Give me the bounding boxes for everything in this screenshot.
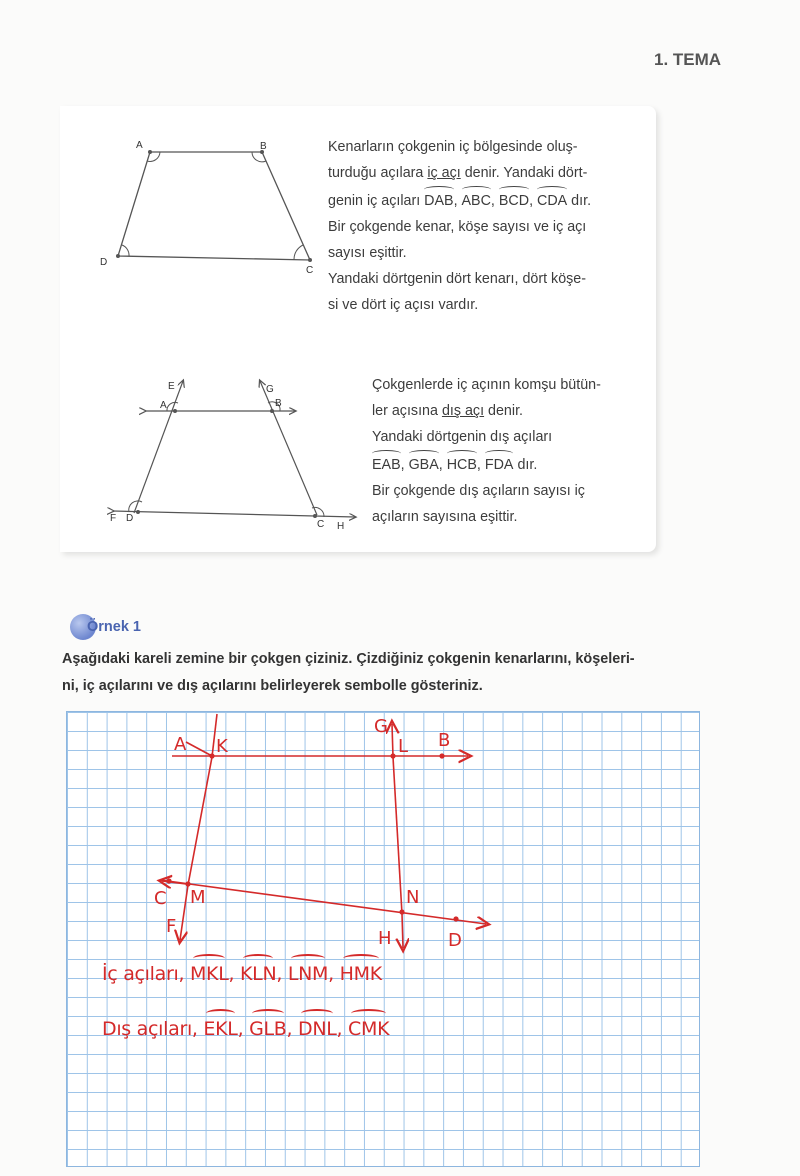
text-line: Yandaki dörtgenin dört kenarı, dört köşe- — [328, 271, 587, 287]
angle-symbol: HCB — [447, 450, 477, 478]
interior-angle-text — [328, 134, 628, 318]
angle-symbol: BCD — [499, 186, 529, 214]
handwritten-interior-angles: İç açıları, MKL, KLN, LNM, HMK — [102, 963, 382, 985]
point-label-m: M — [190, 887, 206, 908]
angle-symbol: DAB — [424, 186, 453, 214]
text-line: si ve dört iç açısı vardır. — [328, 297, 479, 313]
point-label-h: H — [378, 928, 392, 949]
exterior-angle-text — [372, 372, 642, 530]
text-line: genin iç açıları DAB, ABC, BCD, CDA dır. — [328, 186, 628, 214]
vertex-label-d: D — [126, 513, 134, 524]
handwritten-angle: MKL — [189, 963, 229, 985]
angle-symbol: CDA — [537, 186, 567, 214]
vertex-label-f: F — [110, 513, 117, 524]
example-task-text — [62, 646, 722, 700]
vertex-label-c: C — [317, 519, 325, 530]
handwritten-angle: CMK — [348, 1018, 390, 1040]
handwritten-angle: KLN — [240, 963, 277, 985]
text-line: Yandaki dörtgenin dış açıları — [372, 429, 553, 445]
vertex-label-e: E — [168, 381, 175, 392]
text-line: Kenarların çokgenin iç bölgesinde oluş- — [328, 139, 578, 155]
exterior-angles-label: Dış açıları, — [102, 1018, 198, 1040]
handwritten-exterior-angles: Dış açıları, EKL, GLB, DNL, CMK — [102, 1018, 390, 1040]
vertex-label-g: G — [266, 384, 274, 395]
angle-symbol: GBA — [409, 450, 439, 478]
handwritten-angle: HMK — [339, 963, 382, 985]
vertex-label-h: H — [337, 521, 345, 532]
example-heading — [70, 614, 150, 640]
handwritten-angle: LNM — [287, 963, 329, 985]
handwritten-angle: EKL — [203, 1018, 238, 1040]
trapezoid-abcd — [118, 152, 310, 260]
point-label-g: G — [374, 716, 388, 737]
angle-symbol: EAB — [372, 450, 401, 478]
text-line: EAB, GBA, HCB, FDA dır. — [372, 450, 642, 478]
point-label-c: C — [154, 888, 167, 909]
point-label-n: N — [406, 887, 420, 908]
vertex-label-d: D — [100, 257, 108, 268]
text-line: ler açısına dış açı denir. — [372, 403, 524, 419]
vertex-label-b: B — [275, 398, 282, 409]
point-label-b: B — [438, 730, 451, 751]
text-line: turduğu açılara iç açı denir. Yandaki dört- — [328, 165, 588, 181]
text-line: Bir çokgende dış açıların sayısı iç — [372, 483, 585, 499]
angle-symbol: FDA — [485, 450, 514, 478]
trapezoid-exterior-figure — [105, 375, 365, 545]
point-label-k: K — [216, 736, 228, 757]
vertex-label-b: B — [260, 141, 267, 152]
handwritten-angle: GLB — [249, 1018, 287, 1040]
point-label-f: F — [166, 916, 177, 937]
point-label-a: A — [174, 734, 187, 755]
text-line: Bir çokgende kenar, köşe sayısı ve iç açı — [328, 219, 587, 235]
text-line: Çokgenlerde iç açının komşu bütün- — [372, 377, 601, 393]
angle-symbol: ABC — [462, 186, 491, 214]
vertex-label-a: A — [136, 140, 143, 151]
task-line: ni, iç açılarını ve dış açılarını belirleyerek sembolle gösteriniz. — [62, 678, 483, 694]
text-line: açıların sayısına eşittir. — [372, 509, 518, 525]
term-dis-aci: dış açı — [441, 403, 485, 419]
handwritten-angle: DNL — [298, 1018, 337, 1040]
vertex-label-c: C — [306, 265, 314, 276]
handwritten-polygon-drawing — [66, 700, 700, 960]
vertex-label-a: A — [160, 400, 167, 411]
trapezoid-interior-figure — [95, 130, 325, 280]
text-line: sayısı eşittir. — [328, 245, 407, 261]
term-ic-aci: iç açı — [427, 165, 461, 181]
interior-angles-label: İç açıları, — [102, 963, 185, 985]
example-label: Örnek 1 — [87, 619, 141, 635]
task-line: Aşağıdaki kareli zemine bir çokgen çiziniz. Çizdiğiniz çokgenin kenarlarını, köşeleri- — [62, 651, 635, 667]
point-label-d: D — [448, 930, 462, 951]
theme-heading: 1. TEMA — [654, 50, 722, 69]
point-label-l: L — [398, 736, 409, 757]
